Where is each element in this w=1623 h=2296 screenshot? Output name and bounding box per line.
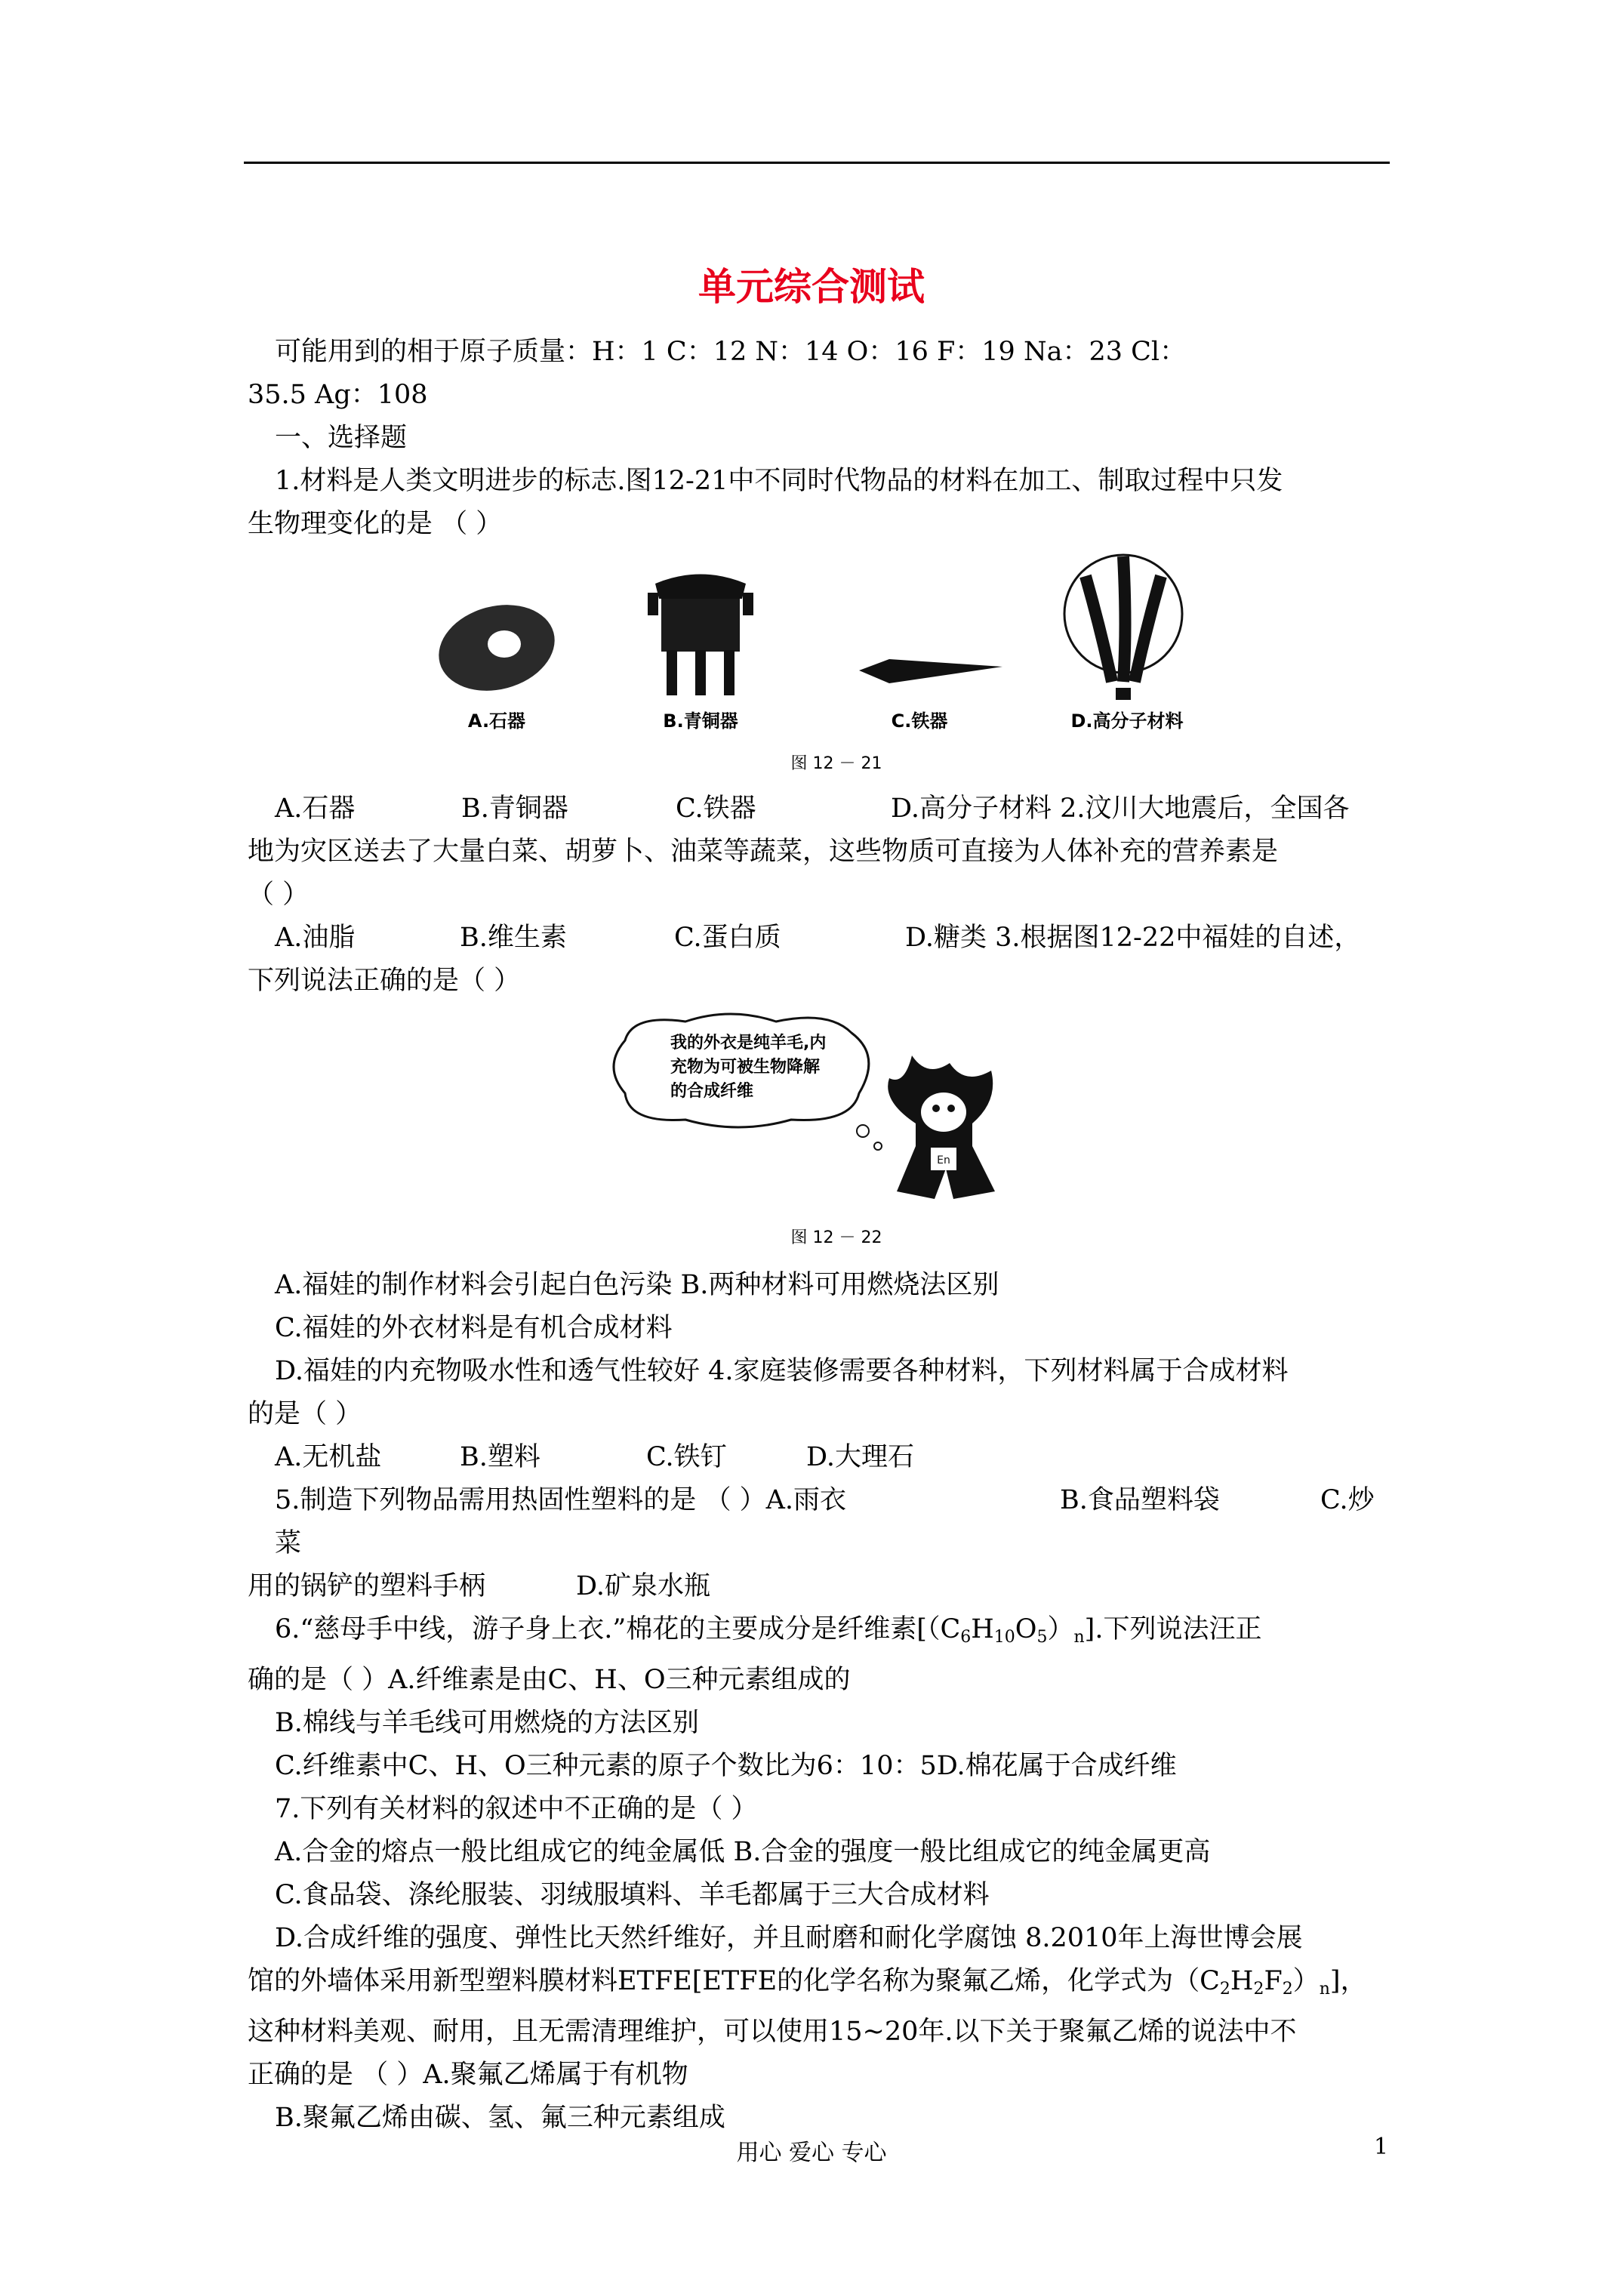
iron-tool-image	[859, 659, 1002, 683]
q2-stem-line-3: （ ）	[248, 880, 310, 910]
q7-option-d-q8-start: D.合成纤维的强度、弹性比天然纤维好，并且耐磨和耐化学腐蚀 8.2010年上海世博会展	[275, 1923, 1303, 1953]
header-rule	[244, 162, 1390, 164]
q7-option-c: C.食品袋、涤纶服装、羽绒服填料、羊毛都属于三大合成材料	[275, 1880, 990, 1910]
q7-stem: 7.下列有关材料的叙述中不正确的是（ ）	[275, 1794, 758, 1824]
atomic-mass-line-2: 35.5 Ag：108	[248, 380, 428, 410]
q8-line-2d: ）	[1292, 1966, 1320, 1996]
q8-sub-3: 2	[1282, 1980, 1293, 1999]
q8-line-4: 正确的是 （ ）A.聚氟乙烯属于有机物	[248, 2060, 688, 2090]
q5-stem-and-a: 5.制造下列物品需用热固性塑料的是 （ ）A.雨衣	[275, 1485, 847, 1515]
q6-stem-line-1	[248, 1608, 1390, 1659]
q4-option-b: B.塑料	[460, 1442, 540, 1472]
fig-label-a: A.石器	[467, 710, 526, 732]
q2-option-d-q3-start: D.糖类 3.根据图12-22中福娃的自述，	[905, 923, 1361, 953]
q6-sub-4: n	[1073, 1628, 1085, 1647]
q4-stem-line-2: 的是（ ）	[248, 1399, 362, 1429]
q2-options	[248, 917, 1390, 960]
svg-text:En: En	[937, 1154, 950, 1166]
q1-stem-line-1: 1.材料是人类文明进步的标志.图12-21中不同时代物品的材料在加工、制取过程中只发	[275, 466, 1283, 496]
q7-options-ab: A.合金的熔点一般比组成它的纯金属低 B.合金的强度一般比组成它的纯金属更高	[275, 1837, 1211, 1867]
q5-line-2	[248, 1565, 1390, 1608]
q1-option-b: B.青铜器	[461, 794, 568, 824]
q6-stem-e: ].下列说法汪正	[1084, 1614, 1262, 1644]
q5-option-c-start: C.炒菜	[275, 1485, 1375, 1558]
page-number: 1	[1374, 2134, 1389, 2160]
q3-stem-line-2: 下列说法正确的是（ ）	[248, 966, 521, 996]
q1-options	[248, 787, 1390, 831]
page-footer: 用心 爱心 专心	[736, 2140, 887, 2166]
q8-line-2a: 馆的外墙体采用新型塑料膜材料ETFE[ETFE的化学名称为聚氟乙烯，化学式为（C	[248, 1966, 1220, 1996]
q6-stem-line-2: 确的是（ ）A.纤维素是由C、H、O三种元素组成的	[248, 1665, 851, 1695]
q5-line-1	[248, 1479, 1390, 1565]
q6-stem-d: ）	[1047, 1614, 1074, 1644]
bubble-line-2: 充物为可被生物降解	[670, 1058, 821, 1077]
q1-option-c: C.铁器	[676, 794, 756, 824]
q6-stem-a: 6.“慈母手中线，游子身上衣.”棉花的主要成分是纤维素[（C	[275, 1614, 961, 1644]
bubble-line-3: 的合成纤维	[670, 1082, 754, 1101]
fig-label-b: B.青铜器	[663, 710, 738, 732]
fig-label-d: D.高分子材料	[1070, 710, 1184, 732]
q6-sub-3: 5	[1036, 1628, 1048, 1647]
fig-caption-12-22: 图 12 － 22	[790, 1228, 882, 1247]
q1-stem-line-2: 生物理变化的是 （ ）	[248, 509, 503, 539]
stone-tool-image	[429, 593, 564, 704]
bubble-line-1: 我的外衣是纯羊毛,内	[670, 1034, 827, 1052]
q1-option-d-q2-start: D.高分子材料 2.汶川大地震后，全国各	[891, 794, 1350, 824]
q1-option-a: A.石器	[275, 794, 356, 824]
q4-option-d: D.大理石	[806, 1442, 914, 1472]
q8-sub-1: 2	[1219, 1980, 1230, 1999]
q2-option-b: B.维生素	[460, 923, 567, 953]
q2-option-a: A.油脂	[275, 923, 356, 953]
speech-bubble	[614, 1014, 882, 1150]
q6-stem-b: H	[971, 1614, 994, 1644]
q3-option-d-q4-start: D.福娃的内充物吸水性和透气性较好 4.家庭装修需要各种材料，下列材料属于合成材料	[275, 1356, 1289, 1386]
q6-options-cd: C.纤维素中C、H、O三种元素的原子个数比为6：10：5D.棉花属于合成纤维	[275, 1751, 1177, 1781]
figure-12-22	[248, 1010, 1390, 1256]
q6-sub-1: 6	[960, 1628, 972, 1647]
q8-line-3: 这种材料美观、耐用，且无需清理维护，可以使用15~20年.以下关于聚氟乙烯的说法中不	[248, 2017, 1297, 2047]
q2-stem-line-2: 地为灾区送去了大量白菜、胡萝卜、油菜等蔬菜，这些物质可直接为人体补充的营养素是	[248, 837, 1279, 867]
q8-line-2c: F	[1264, 1966, 1283, 1996]
fig-caption-12-21: 图 12 － 21	[790, 754, 882, 773]
document-body	[248, 331, 1390, 2140]
q4-option-c: C.铁钉	[646, 1442, 727, 1472]
q8-line-2	[248, 1960, 1390, 2011]
figure-12-21	[248, 553, 1390, 780]
q8-sub-4: n	[1319, 1980, 1330, 1999]
fuwa-mascot-image	[888, 1056, 995, 1199]
q2-option-c: C.蛋白质	[674, 923, 781, 953]
q8-line-2e: ]，	[1329, 1966, 1367, 1996]
q3-options-ab: A.福娃的制作材料会引起白色污染 B.两种材料可用燃烧法区别	[275, 1270, 999, 1300]
hot-air-balloon-image	[1064, 555, 1182, 700]
q8-line-2b: H	[1230, 1966, 1254, 1996]
q4-options	[248, 1436, 1390, 1479]
q8-option-b: B.聚氟乙烯由碳、氢、氟三种元素组成	[275, 2103, 725, 2133]
q3-option-c: C.福娃的外衣材料是有机合成材料	[275, 1313, 673, 1343]
q8-sub-2: 2	[1253, 1980, 1264, 1999]
q6-stem-c: O	[1015, 1614, 1037, 1644]
section-heading: 一、选择题	[275, 423, 408, 453]
page-title: 单元综合测试	[698, 265, 925, 309]
q6-option-b: B.棉线与羊毛线可用燃烧的方法区别	[275, 1708, 699, 1738]
q5-option-b: B.食品塑料袋	[1060, 1485, 1220, 1515]
q5-option-c-end: 用的锅铲的塑料手柄	[248, 1571, 486, 1601]
q5-option-d: D.矿泉水瓶	[576, 1571, 710, 1601]
atomic-mass-line-1: 可能用到的相于原子质量：H：1 C：12 N：14 O：16 F：19 Na：23 Cl：	[275, 337, 1187, 367]
fig-label-c: C.铁器	[891, 710, 948, 732]
q6-sub-2: 10	[993, 1628, 1015, 1647]
bronze-vessel-image	[648, 575, 753, 696]
q4-option-a: A.无机盐	[275, 1442, 382, 1472]
